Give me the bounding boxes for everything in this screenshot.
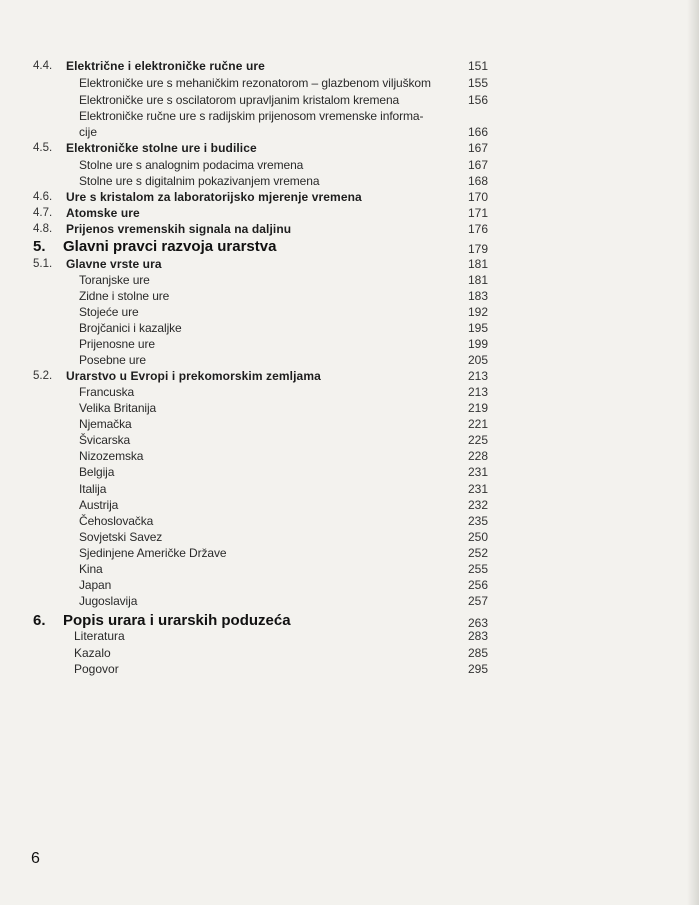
entry-page: 156 [468,93,489,107]
entry-title: Čehoslovačka [79,514,154,528]
entry-title: Francuska [79,385,135,399]
toc-chapter [0,240,699,256]
entry-title: Atomske ure [66,206,140,220]
chapter-title: Popis urara i urarskih poduzeća [63,612,291,629]
entry-title: Elektroničke ure s mehaničkim rezonatorom – glazbenom viljuškom [79,76,431,90]
toc-entry [0,513,699,529]
toc-entry [0,304,699,320]
entry-title: Stolne ure s analognim podacima vremena [79,158,304,172]
entry-title: Električne i elektroničke ručne ure [66,59,265,73]
toc-entry [0,336,699,352]
entry-title: Stolne ure s digitalnim pokazivanjem vremena [79,174,320,188]
entry-page: 250 [468,530,489,544]
toc-entry [0,432,699,448]
entry-title: Sjedinjene Američke Države [79,546,227,560]
entry-number: 4.8. [33,223,53,235]
entry-title: Elektroničke ure s oscilatorom upravljanim kristalom kremena [79,93,400,107]
toc-entry [0,645,699,661]
toc-entry [0,593,699,609]
toc-entry [0,497,699,513]
toc-entry [0,288,699,304]
toc-entry [0,108,699,124]
toc-entry [0,464,699,480]
entry-page: 181 [468,257,489,271]
entry-page: 171 [468,206,489,220]
entry-page: 205 [468,353,489,367]
entry-title: Njemačka [79,417,132,431]
entry-title: Švicarska [79,433,131,447]
entry-page: 183 [468,289,489,303]
toc-entry [0,352,699,368]
entry-title: Elektroničke stolne ure i budilice [66,141,257,155]
entry-title: Kazalo [74,646,111,660]
entry-page: 225 [468,433,489,447]
entry-page: 255 [468,562,489,576]
entry-title: Zidne i stolne ure [79,289,170,303]
toc-entry [0,75,699,91]
entry-page: 166 [468,125,489,139]
toc-entry [0,92,699,108]
entry-title: Brojčanici i kazaljke [79,321,182,335]
entry-title: Velika Britanija [79,401,157,415]
toc-entry [0,189,699,205]
entry-number: 4.6. [33,191,53,203]
entry-page: 168 [468,174,489,188]
entry-page: 231 [468,482,489,496]
entry-title: Kina [79,562,103,576]
toc-entry [0,124,699,140]
entry-title: Belgija [79,465,115,479]
toc-entry [0,529,699,545]
entry-page: 283 [468,629,489,643]
toc-entry [0,628,699,644]
entry-number: 4.7. [33,207,53,219]
toc-entry [0,272,699,288]
chapter-title: Glavni pravci razvoja urarstva [63,238,277,255]
toc-entry [0,173,699,189]
entry-title: Stojeće ure [79,305,139,319]
entry-page: 199 [468,337,489,351]
entry-number: 5.2. [33,370,53,382]
entry-title: Nizozemska [79,449,144,463]
entry-number: 4.5. [33,142,53,154]
toc-entry [0,545,699,561]
entry-title: Japan [79,578,112,592]
entry-page: 192 [468,305,489,319]
toc-entry [0,221,699,237]
toc-entry [0,400,699,416]
entry-page: 195 [468,321,489,335]
entry-title: cije [79,125,98,139]
entry-title: Toranjske ure [79,273,150,287]
chapter-number: 5. [33,238,46,255]
entry-page: 221 [468,417,489,431]
entry-title: Glavne vrste ura [66,257,162,271]
entry-title: Jugoslavija [79,594,138,608]
entry-title: Ure s kristalom za laboratorijsko mjerenje vremena [66,190,362,204]
entry-page: 176 [468,222,489,236]
entry-page: 151 [468,59,489,73]
toc-entry [0,561,699,577]
chapter-number: 6. [33,612,46,629]
entry-page: 170 [468,190,489,204]
entry-page: 167 [468,141,489,155]
entry-page: 263 [468,616,489,630]
entry-page: 155 [468,76,489,90]
entry-page: 257 [468,594,489,608]
entry-title: Posebne ure [79,353,146,367]
entry-title: Italija [79,482,107,496]
entry-page: 213 [468,369,489,383]
toc-entry [0,577,699,593]
toc-entry [0,320,699,336]
entry-title: Austrija [79,498,119,512]
entry-title: Pogovor [74,662,119,676]
entry-title: Prijenosne ure [79,337,155,351]
entry-page: 179 [468,242,489,256]
entry-page: 256 [468,578,489,592]
toc-entry [0,58,699,74]
entry-page: 213 [468,385,489,399]
toc-entry [0,256,699,272]
entry-page: 295 [468,662,489,676]
toc-entry [0,384,699,400]
entry-page: 228 [468,449,489,463]
toc-entry [0,416,699,432]
toc-entry [0,205,699,221]
toc-entry [0,157,699,173]
entry-page: 231 [468,465,489,479]
toc-entry [0,661,699,677]
toc-entry [0,140,699,156]
entry-page: 181 [468,273,489,287]
entry-number: 5.1. [33,258,53,270]
entry-page: 167 [468,158,489,172]
toc-entry [0,448,699,464]
entry-title: Sovjetski Savez [79,530,163,544]
entry-number: 4.4. [33,60,53,72]
entry-page: 219 [468,401,489,415]
entry-page: 252 [468,546,489,560]
entry-title: Elektroničke ručne ure s radijskim prijenosom vremenske informa- [79,109,424,123]
entry-page: 232 [468,498,489,512]
toc-entry [0,481,699,497]
entry-title: Prijenos vremenskih signala na daljinu [66,222,292,236]
entry-title: Urarstvo u Evropi i prekomorskim zemljama [66,369,321,383]
page-number: 6 [31,850,40,867]
entry-page: 285 [468,646,489,660]
entry-page: 235 [468,514,489,528]
toc-entry [0,368,699,384]
entry-title: Literatura [74,629,125,643]
